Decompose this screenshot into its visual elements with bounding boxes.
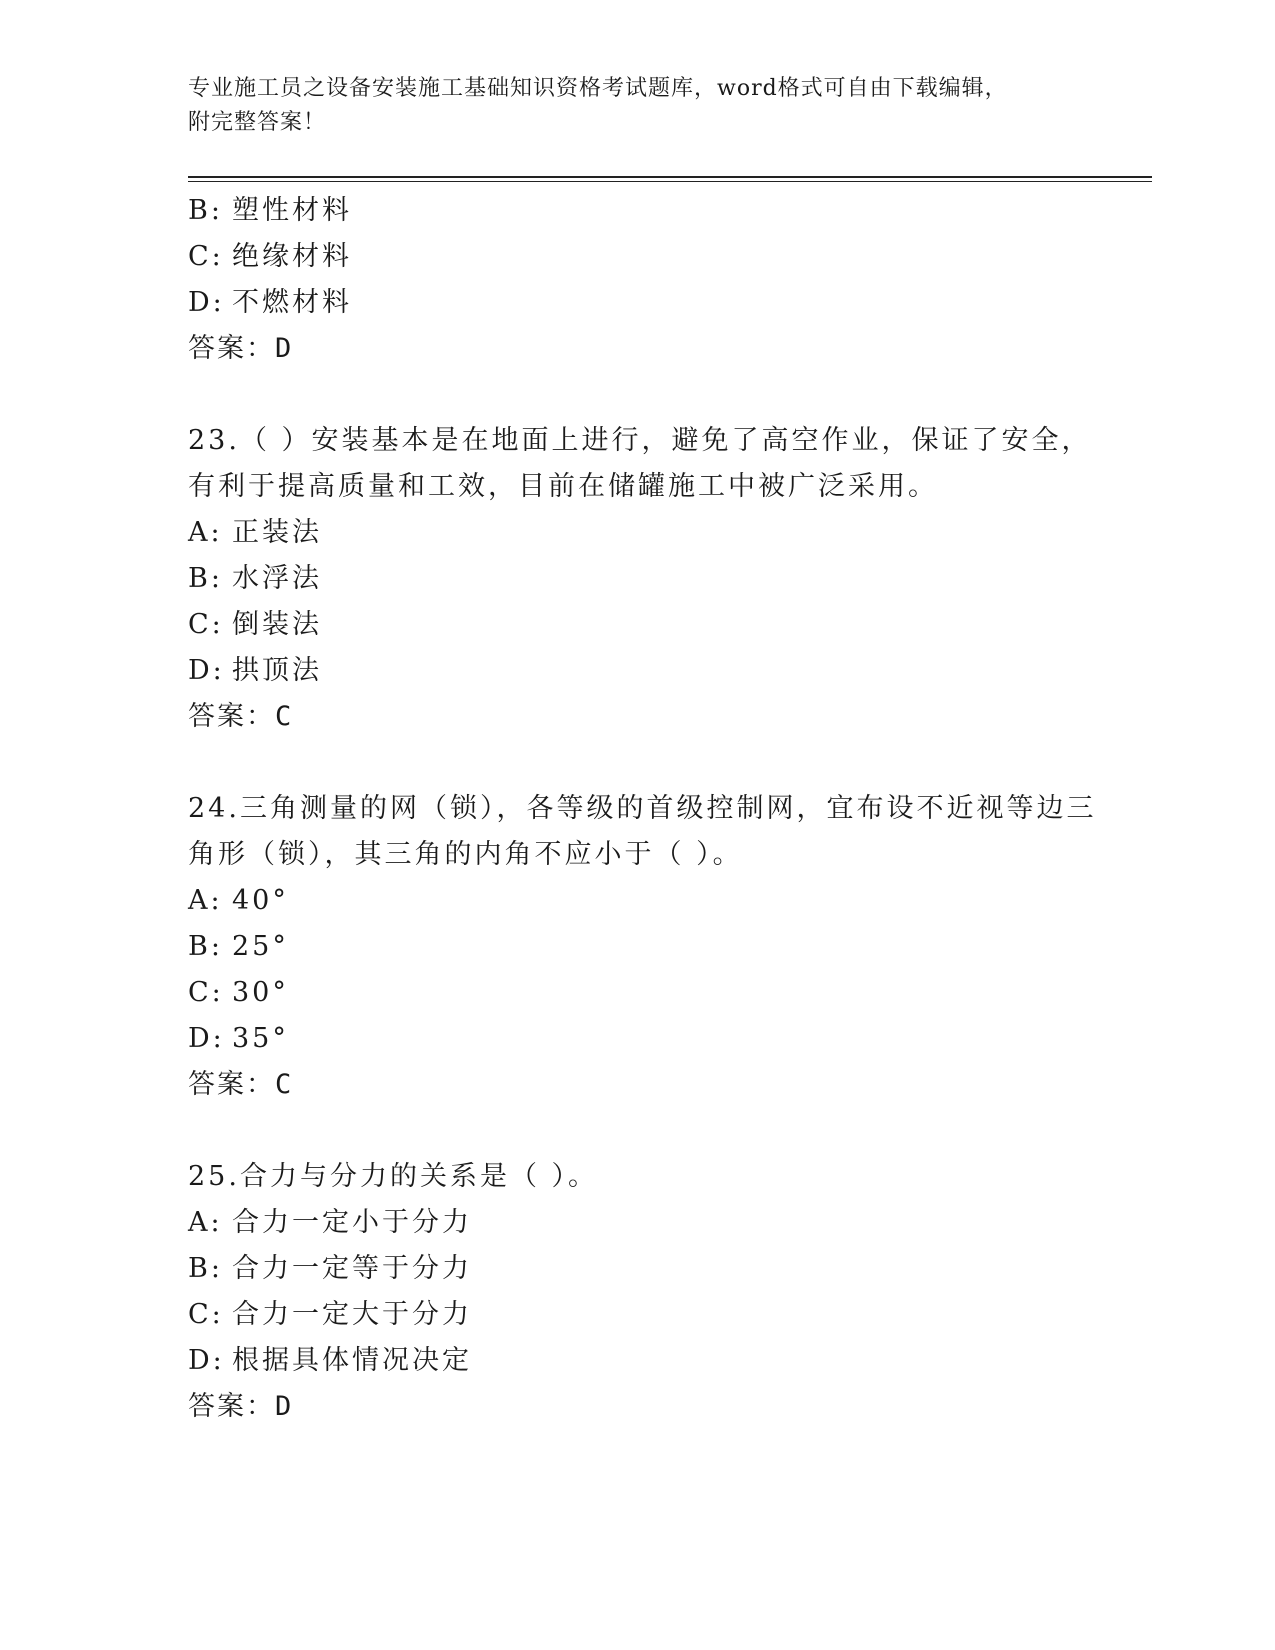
- option-text: 水浮法: [232, 563, 322, 594]
- header-title-line-2: 附完整答案！: [188, 110, 327, 135]
- option-text: 塑性材料: [232, 195, 352, 226]
- option-b: [188, 924, 1088, 970]
- question-23: [188, 418, 1092, 740]
- question-text-line: 23.（ ）安装基本是在地面上进行，避免了高空作业，保证了安全，: [188, 425, 1092, 456]
- option-letter: C:: [188, 977, 224, 1008]
- option-a: [188, 878, 1088, 924]
- question-22-continued: [188, 188, 1088, 372]
- answer-value: D: [275, 333, 294, 364]
- option-d: [188, 648, 1088, 694]
- question-text-line: 24.三角测量的网（锁），各等级的首级控制网，宜布设不近视等边三: [188, 793, 1097, 824]
- header-divider-thin: [188, 181, 1152, 182]
- option-text: 合力一定小于分力: [232, 1207, 472, 1238]
- question-text-line: 25.合力与分力的关系是（ ）。: [188, 1161, 599, 1192]
- document-header: [188, 72, 1088, 140]
- question-24: [188, 786, 1097, 1108]
- option-text: 30°: [232, 977, 289, 1008]
- question-25: [188, 1154, 1088, 1430]
- answer-value: D: [275, 1391, 294, 1422]
- option-text: 绝缘材料: [232, 241, 352, 272]
- option-letter: C:: [188, 241, 224, 272]
- option-text: 拱顶法: [232, 655, 322, 686]
- option-text: 倒装法: [232, 609, 322, 640]
- answer-label: 答案：: [188, 333, 275, 364]
- option-letter: B:: [188, 931, 223, 962]
- option-b: [188, 188, 1088, 234]
- option-text: 正装法: [232, 517, 322, 548]
- option-c: [188, 234, 1088, 280]
- option-letter: B:: [188, 563, 223, 594]
- option-a: [188, 1200, 1088, 1246]
- option-d: [188, 1338, 1088, 1384]
- header-divider-thick: [188, 176, 1152, 178]
- option-text: 合力一定大于分力: [232, 1299, 472, 1330]
- option-letter: B:: [188, 1253, 223, 1284]
- option-letter: D:: [188, 1023, 225, 1054]
- option-d: [188, 1016, 1088, 1062]
- option-letter: D:: [188, 655, 225, 686]
- option-c: [188, 1292, 1088, 1338]
- option-letter: C:: [188, 1299, 224, 1330]
- header-title-line-1: 专业施工员之设备安装施工基础知识资格考试题库，word格式可自由下载编辑，: [188, 76, 1008, 101]
- option-letter: D:: [188, 287, 225, 318]
- question-list: [188, 188, 1097, 1430]
- option-letter: A:: [188, 1207, 223, 1238]
- question-text-line: 有利于提高质量和工效，目前在储罐施工中被广泛采用。: [188, 471, 938, 502]
- option-text: 40°: [232, 885, 289, 916]
- option-text: 35°: [232, 1023, 289, 1054]
- answer-label: 答案：: [188, 1391, 275, 1422]
- option-b: [188, 1246, 1088, 1292]
- option-letter: B:: [188, 195, 223, 226]
- option-letter: A:: [188, 885, 223, 916]
- answer-line: [188, 1384, 1088, 1430]
- option-text: 根据具体情况决定: [232, 1345, 472, 1376]
- option-text: 合力一定等于分力: [232, 1253, 472, 1284]
- option-d: [188, 280, 1088, 326]
- option-b: [188, 556, 1088, 602]
- answer-line: [188, 326, 1088, 372]
- answer-label: 答案：: [188, 701, 275, 732]
- option-letter: D:: [188, 1345, 225, 1376]
- option-a: [188, 510, 1088, 556]
- option-c: [188, 602, 1088, 648]
- option-text: 25°: [232, 931, 289, 962]
- answer-value: C: [275, 1069, 294, 1100]
- option-c: [188, 970, 1088, 1016]
- answer-value: C: [275, 701, 294, 732]
- answer-line: [188, 694, 1088, 740]
- question-text-line: 角形（锁），其三角的内角不应小于（ ）。: [188, 839, 743, 870]
- option-letter: A:: [188, 517, 223, 548]
- option-letter: C:: [188, 609, 224, 640]
- answer-label: 答案：: [188, 1069, 275, 1100]
- answer-line: [188, 1062, 1088, 1108]
- option-text: 不燃材料: [232, 287, 352, 318]
